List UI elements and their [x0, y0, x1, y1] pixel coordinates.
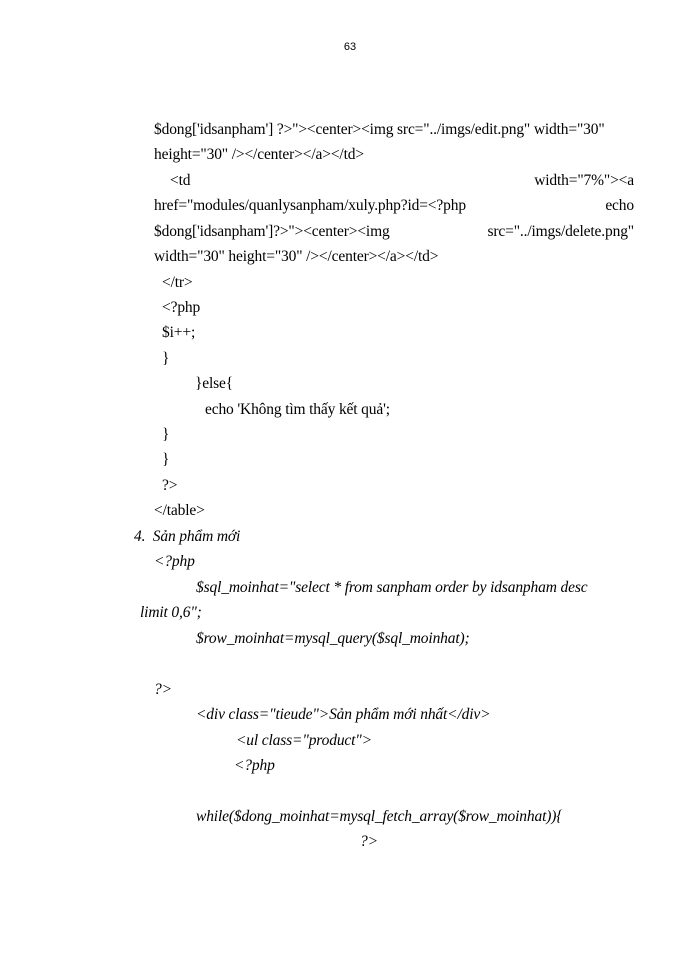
code-line: width="30" height="30" /></center></a></td>	[154, 248, 439, 265]
code-line: </tr>	[162, 274, 193, 291]
code-line-end: echo	[605, 197, 634, 214]
code-line: $i++;	[162, 324, 196, 341]
code-line: ?>	[154, 681, 172, 698]
code-line: limit 0,6";	[140, 604, 202, 621]
code-line: <div class="tieude">Sản phẩm mới nhất</div>	[196, 706, 491, 723]
code-line-start: <td	[170, 172, 191, 189]
code-line: echo 'Không tìm thấy kết quả';	[205, 401, 390, 418]
code-line-start: $dong['idsanpham']?>"><center><img	[154, 223, 390, 240]
code-line: <?php	[234, 757, 275, 774]
code-line: height="30" /></center></a></td>	[154, 146, 364, 163]
code-line: $sql_moinhat="select * from sanpham order by idsanpham desc	[196, 579, 588, 596]
page-number: 63	[343, 41, 357, 53]
code-line: $dong['idsanpham'] ?>"><center><img src="../imgs/edit.png" width="30"	[154, 121, 605, 138]
code-line: ?>	[162, 477, 178, 494]
code-line: <?php	[154, 553, 195, 570]
code-line: <ul class="product">	[236, 732, 372, 749]
code-line: }	[162, 426, 170, 443]
code-line: }	[162, 350, 170, 367]
code-line: $row_moinhat=mysql_query($sql_moinhat);	[196, 630, 470, 647]
code-line: <?php	[162, 299, 201, 316]
code-line-end: src="../imgs/delete.png"	[487, 223, 634, 240]
code-line-start: href="modules/quanlysanpham/xuly.php?id=<?php	[154, 197, 466, 214]
code-line: while($dong_moinhat=mysql_fetch_array($row_moinhat)){	[196, 808, 563, 825]
code-line: }else{	[195, 375, 234, 392]
code-line: }	[162, 451, 170, 468]
code-line: ?>	[360, 833, 378, 850]
code-line-end: width="7%"><a	[534, 172, 634, 189]
section-heading: 4. Sản phẩm mới	[134, 528, 241, 545]
code-line: </table>	[154, 502, 205, 519]
